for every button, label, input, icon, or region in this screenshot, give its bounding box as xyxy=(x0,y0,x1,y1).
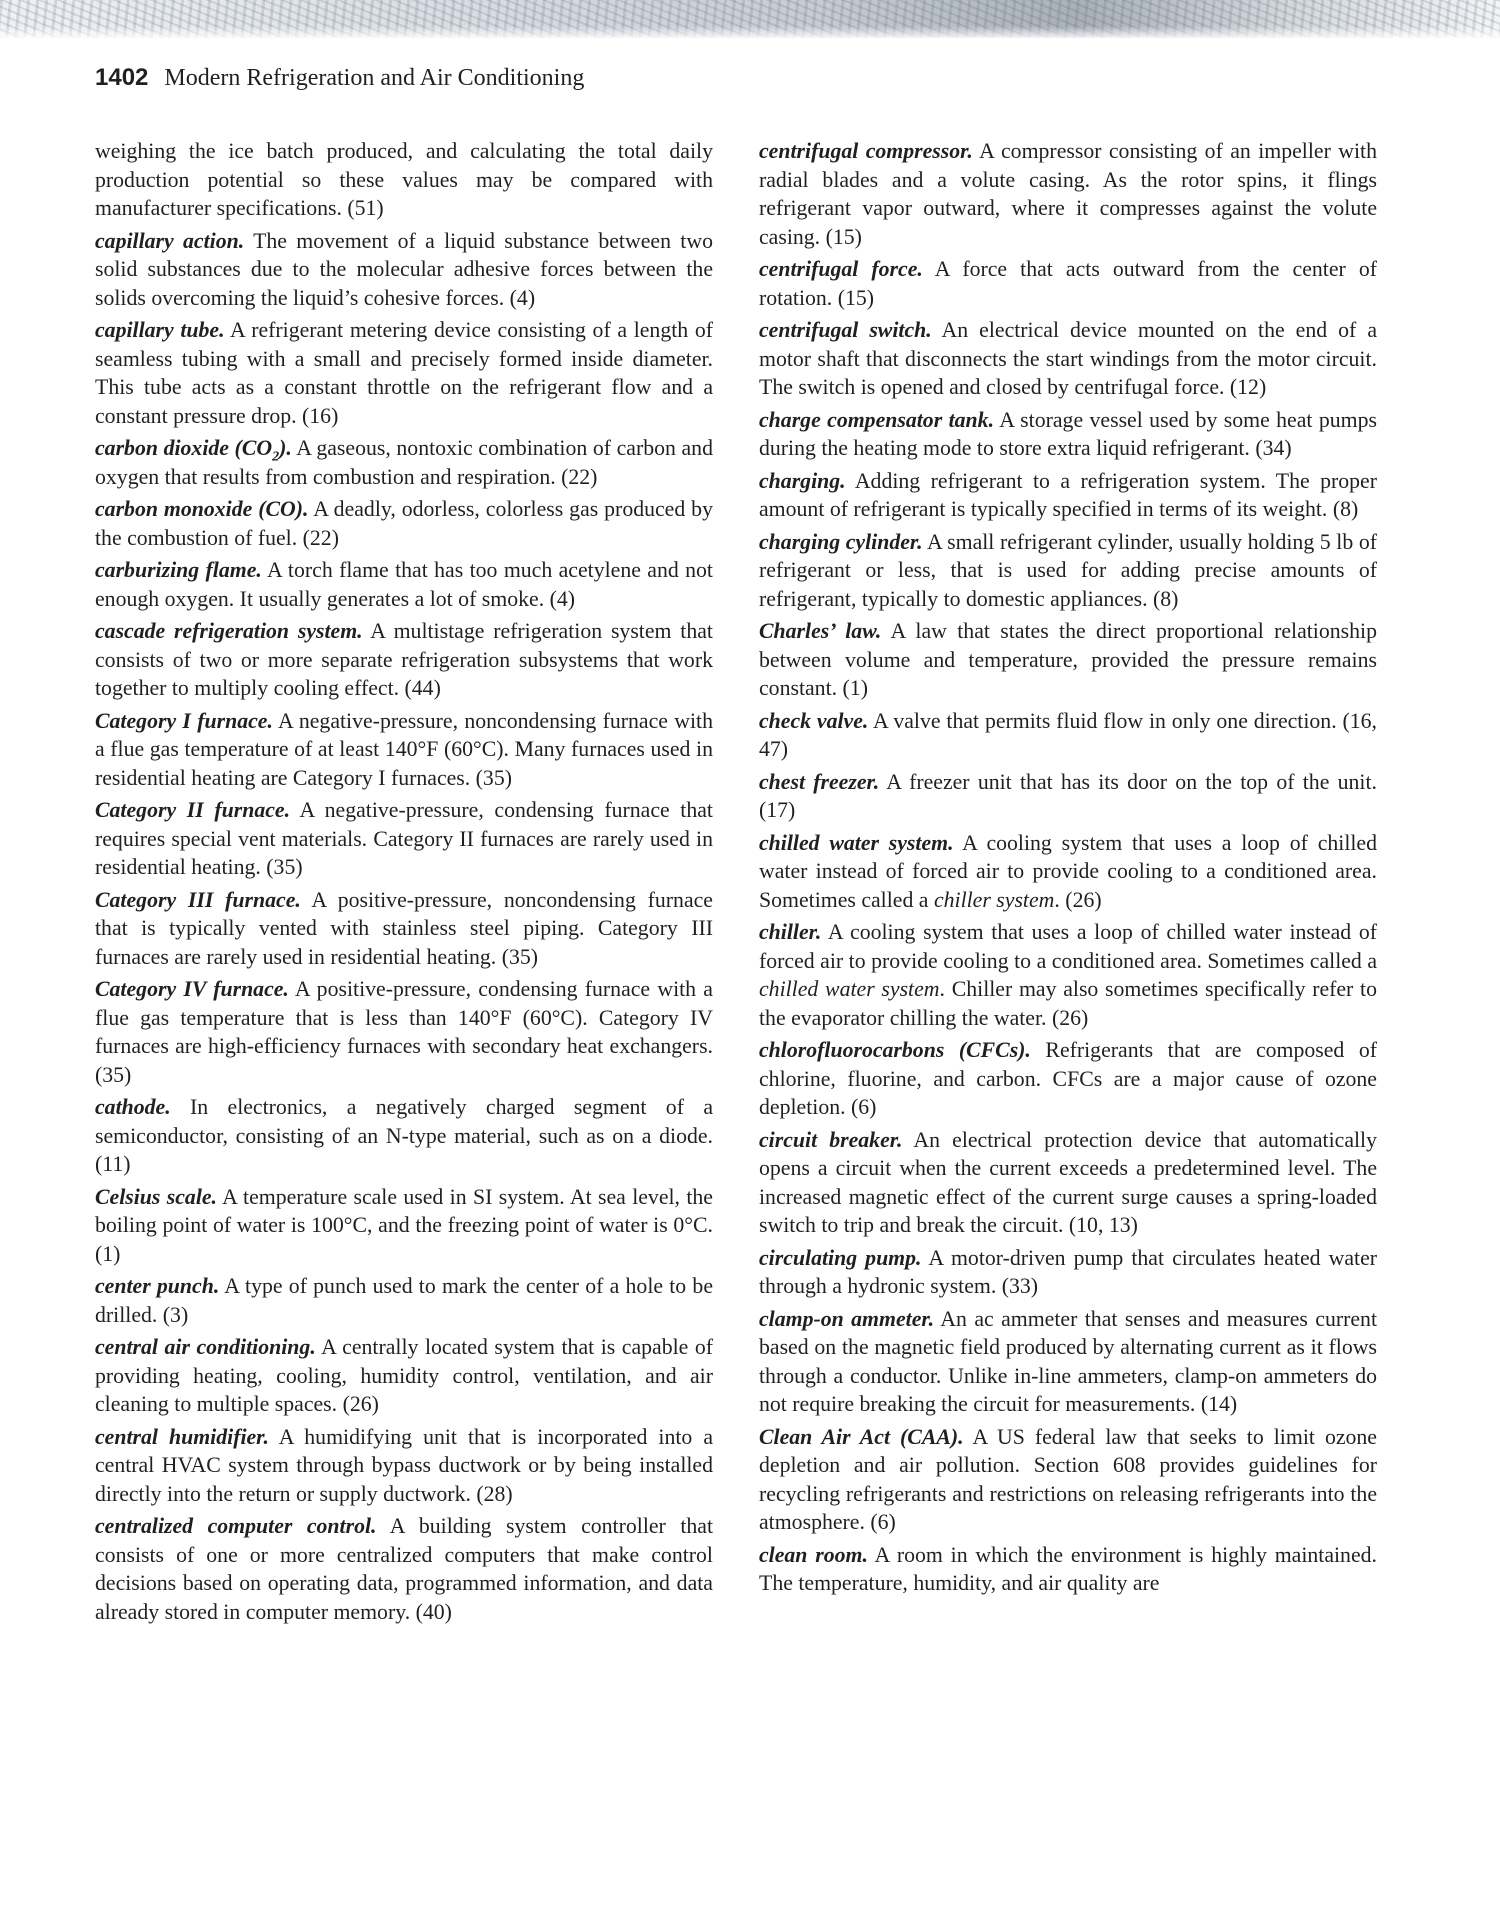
glossary-term xyxy=(95,1095,171,1119)
glossary-term xyxy=(759,1307,934,1331)
glossary-entry xyxy=(759,1126,1377,1240)
term-text: circuit breaker. xyxy=(759,1127,903,1152)
term-text: central air conditioning. xyxy=(95,1335,316,1359)
glossary-term xyxy=(95,977,289,1001)
glossary-definition: A multistage refrigeration system that consists of two or more separate refrigeration subsystems that work together to multiply cooling effect. (44) xyxy=(95,619,713,700)
glossary-definition: A positive-pressure, noncondensing furnace that is typically vented with stainless steel piping. Category III furnaces are rarely used in residential heating. (35) xyxy=(95,887,713,969)
glossary-definition: A humidifying unit that is incorporated into a central HVAC system through bypass ductwork or by being installed directly into the return or supply ductwork. (28) xyxy=(95,1424,714,1506)
glossary-entry xyxy=(759,137,1377,251)
glossary-entry xyxy=(759,1541,1377,1598)
glossary-term xyxy=(759,1246,922,1270)
glossary-entry xyxy=(759,1423,1377,1537)
term-subscript: 2 xyxy=(272,449,280,465)
term-text: charge compensator tank. xyxy=(759,407,995,432)
glossary-definition: Refrigerants that are composed of chlorine, fluorine, and carbon. CFCs are a major cause of ozone depletion. (6) xyxy=(759,1038,1377,1119)
term-text: Charles’ law. xyxy=(759,619,882,643)
glossary-entry xyxy=(95,495,713,552)
definition-italic: chiller system xyxy=(933,887,1055,912)
term-text: chiller. xyxy=(759,920,822,944)
glossary-definition: A compressor consisting of an impeller with radial blades and a volute casing. As the rotor spins, it flings refrigerant vapor outward, where it compresses against the volute casing. (15) xyxy=(759,139,1377,249)
term-text: carburizing flame. xyxy=(95,558,262,582)
glossary-definition: A centrally located system that is capable of providing heating, cooling, humidity control, ventilation, and air cleaning to multiple spaces. (26) xyxy=(95,1335,714,1416)
glossary-entry xyxy=(95,1333,713,1419)
glossary-term xyxy=(759,318,932,342)
glossary-term xyxy=(759,257,923,281)
glossary-term xyxy=(759,1128,903,1152)
term-text: clean room. xyxy=(759,1542,868,1567)
glossary-term xyxy=(95,436,292,465)
glossary-entry xyxy=(95,1423,713,1509)
glossary-entry xyxy=(95,886,713,972)
term-text: centrifugal compressor. xyxy=(759,139,973,163)
glossary-definition: A refrigerant metering device consisting of a length of seamless tubing with a small and precisely formed inside diameter. This tube acts as a constant throttle on the refrigerant flow and a constant pressure drop. (16) xyxy=(95,318,713,428)
glossary-definition: An electrical protection device that automatically opens a circuit when the current exceeds a predetermined level. The increased magnetic effect of the current surge causes a spring-loaded switch to trip and break the circuit. (10, 13) xyxy=(759,1127,1378,1237)
glossary-definition: A small refrigerant cylinder, usually holding 5 lb of refrigerant or less, that is used for adding precise amounts of refrigerant, typically to domestic appliances. (8) xyxy=(759,529,1377,611)
term-text: clamp-on ammeter. xyxy=(759,1306,935,1331)
glossary-definition: A positive-pressure, condensing furnace with a flue gas temperature that is less than 140°F (60°C). Category IV furnaces are high-efficiency furnaces with secondary heat exchangers. (35) xyxy=(95,977,713,1087)
glossary-term xyxy=(95,558,262,582)
term-text: center punch. xyxy=(95,1274,220,1298)
continued-definition: weighing the ice batch produced, and calculating the total daily production potential so these values may be compared with manufacturer specifications. (51) xyxy=(95,139,713,220)
glossary-definition: A temperature scale used in SI system. At sea level, the boiling point of water is 100°C, and the freezing point of water is 0°C. (1) xyxy=(95,1184,713,1266)
book-title: Modern Refrigeration and Air Conditioning xyxy=(164,65,585,91)
definition-end: . Chiller may also sometimes specifically refer to the evaporator chilling the water. (26) xyxy=(759,977,1377,1030)
glossary-entry xyxy=(759,255,1377,312)
glossary-entry xyxy=(95,556,713,613)
glossary-term xyxy=(95,709,273,733)
glossary-definition: An ac ammeter that senses and measures current based on the magnetic field produced by alternating current as it flows through a conductor. Unlike in-line ammeters, clamp-on ammeters do not require breaking the circuit for measurements. (14) xyxy=(759,1306,1378,1416)
glossary-definition: A gaseous, nontoxic combination of carbon and oxygen that results from combustion and respiration. (22) xyxy=(95,436,713,489)
glossary-term xyxy=(95,497,308,521)
glossary-term xyxy=(759,139,973,163)
glossary-term xyxy=(95,1335,316,1359)
glossary-term xyxy=(759,408,994,432)
term-text: capillary tube. xyxy=(95,318,225,342)
glossary-entry xyxy=(95,617,713,703)
glossary-term xyxy=(759,619,881,643)
glossary-entry xyxy=(759,406,1377,463)
term-text: Category II furnace. xyxy=(95,798,291,822)
term-text: cascade refrigeration system. xyxy=(95,619,363,643)
definition-italic: chilled water system xyxy=(759,977,940,1001)
glossary-entry xyxy=(95,1183,713,1269)
term-text: centralized computer control. xyxy=(95,1514,377,1538)
header-texture-fade xyxy=(0,26,1500,40)
glossary-term xyxy=(759,770,879,794)
term-text: centrifugal switch. xyxy=(759,318,932,342)
term-text: charging cylinder. xyxy=(759,529,923,554)
term-text: central humidifier. xyxy=(95,1424,269,1449)
term-text: capillary action. xyxy=(95,228,245,253)
glossary-entry xyxy=(95,434,713,491)
glossary-term xyxy=(759,1543,868,1567)
glossary-definition: The movement of a liquid substance between two solid substances due to the molecular adhesive forces between the solids overcoming the liquid’s cohesive forces. (4) xyxy=(95,228,713,310)
term-text: charging. xyxy=(759,468,846,493)
term-text: chest freezer. xyxy=(759,769,880,794)
glossary-definition: A deadly, odorless, colorless gas produced by the combustion of fuel. (22) xyxy=(95,497,713,550)
glossary-entry xyxy=(759,467,1377,524)
glossary-entry xyxy=(95,1272,713,1329)
running-head xyxy=(95,64,584,96)
glossary-term xyxy=(759,1425,964,1449)
glossary-definition: A building system controller that consists of one or more centralized computers that make control decisions based on operating data, programmed information, and data already stored in computer memory. (40) xyxy=(95,1514,714,1624)
term-text: chlorofluorocarbons (CFCs). xyxy=(759,1038,1031,1062)
term-text: circulating pump. xyxy=(759,1245,922,1270)
term-text: check valve. xyxy=(759,708,869,733)
term-text: carbon monoxide (CO). xyxy=(95,497,309,521)
glossary-entry xyxy=(759,528,1377,614)
glossary-definition: A valve that permits fluid flow in only one direction. (16, 47) xyxy=(759,708,1378,761)
glossary-definition: A cooling system that uses a loop of chilled water instead of forced air to provide cooling to a conditioned area. Sometimes called a xyxy=(759,830,1378,912)
left-column xyxy=(95,137,713,1630)
glossary-definition: A torch flame that has too much acetylene and not enough oxygen. It usually generates a lot of smoke. (4) xyxy=(95,558,713,611)
glossary-term xyxy=(95,1514,377,1538)
glossary-entry xyxy=(759,829,1377,915)
glossary-entry xyxy=(95,707,713,793)
term-text: Clean Air Act (CAA). xyxy=(759,1424,964,1449)
glossary-entry xyxy=(95,1512,713,1626)
glossary-entry xyxy=(95,316,713,430)
glossary-definition: A type of punch used to mark the center of a hole to be drilled. (3) xyxy=(95,1274,713,1327)
glossary-term xyxy=(759,831,954,855)
glossary-entry xyxy=(759,768,1377,825)
glossary-definition: A force that acts outward from the center of rotation. (15) xyxy=(759,257,1377,310)
term-text: Celsius scale. xyxy=(95,1184,217,1209)
glossary-entry xyxy=(759,707,1377,764)
term-text: Category IV furnace. xyxy=(95,977,289,1001)
glossary-definition: A US federal law that seeks to limit ozone depletion and air pollution. Section 608 provides guidelines for recycling refrigerants and restrictions on releasing refrigerants into the atmosphere. (6) xyxy=(759,1424,1377,1534)
term-text: chilled water system. xyxy=(759,830,954,855)
glossary-entry xyxy=(95,1093,713,1179)
glossary-entry xyxy=(759,1305,1377,1419)
term-text: centrifugal force. xyxy=(759,257,923,281)
term-text: Category I furnace. xyxy=(95,708,273,733)
glossary-definition: A freezer unit that has its door on the top of the unit. (17) xyxy=(759,769,1377,822)
glossary-term xyxy=(95,1185,217,1209)
glossary-definition: Adding refrigerant to a refrigeration system. The proper amount of refrigerant is typically specified in terms of its weight. (8) xyxy=(759,468,1377,521)
glossary-entry xyxy=(759,316,1377,402)
glossary-definition: A cooling system that uses a loop of chilled water instead of forced air to provide cooling to a conditioned area. Sometimes called a xyxy=(759,920,1377,973)
glossary-term xyxy=(759,920,821,944)
glossary-definition: A motor-driven pump that circulates heated water through a hydronic system. (33) xyxy=(759,1245,1378,1298)
glossary-definition: A negative-pressure, condensing furnace that requires special vent materials. Category II furnaces are rarely used in residential heating. (35) xyxy=(95,798,713,879)
glossary-entry xyxy=(759,1036,1377,1122)
glossary-term xyxy=(759,530,923,554)
glossary-term xyxy=(95,888,301,912)
glossary-term xyxy=(95,229,244,253)
glossary-definition: In electronics, a negatively charged segment of a semiconductor, consisting of an N-type material, such as on a diode. (11) xyxy=(95,1095,713,1176)
glossary-term xyxy=(95,619,363,643)
glossary-entry xyxy=(759,918,1377,1032)
glossary-term xyxy=(759,1038,1031,1062)
right-entry-list xyxy=(759,137,1377,1598)
glossary-definition: A negative-pressure, noncondensing furnace with a flue gas temperature of at least 140°F (60°C). Many furnaces used in residential heating are Category I furnaces. (35) xyxy=(95,708,714,790)
glossary-term xyxy=(95,1274,219,1298)
term-text: carbon dioxide (CO xyxy=(95,436,273,460)
glossary-entry xyxy=(95,975,713,1089)
left-entry-list xyxy=(95,227,713,1627)
right-column xyxy=(759,137,1377,1602)
glossary-entry xyxy=(95,796,713,882)
definition-end: . (26) xyxy=(1054,887,1102,912)
glossary-entry xyxy=(759,617,1377,703)
page-number: 1402 xyxy=(95,64,149,91)
glossary-term xyxy=(95,318,225,342)
glossary-definition: A storage vessel used by some heat pumps during the heating mode to store extra liquid refrigerant. (34) xyxy=(759,407,1377,460)
term-text: cathode. xyxy=(95,1095,171,1119)
term-end: ). xyxy=(279,436,292,460)
glossary-term xyxy=(759,709,868,733)
glossary-term xyxy=(95,798,290,822)
glossary-entry xyxy=(759,1244,1377,1301)
term-text: Category III furnace. xyxy=(95,887,301,912)
glossary-term xyxy=(759,469,846,493)
glossary-definition: A room in which the environment is highly maintained. The temperature, humidity, and air quality are xyxy=(759,1542,1377,1595)
glossary-term xyxy=(95,1425,269,1449)
glossary-definition: A law that states the direct proportional relationship between volume and temperature, provided the pressure remains constant. (1) xyxy=(759,619,1377,700)
glossary-definition: An electrical device mounted on the end of a motor shaft that disconnects the start windings from the motor circuit. The switch is opened and closed by centrifugal force. (12) xyxy=(759,318,1377,399)
glossary-entry xyxy=(95,227,713,313)
